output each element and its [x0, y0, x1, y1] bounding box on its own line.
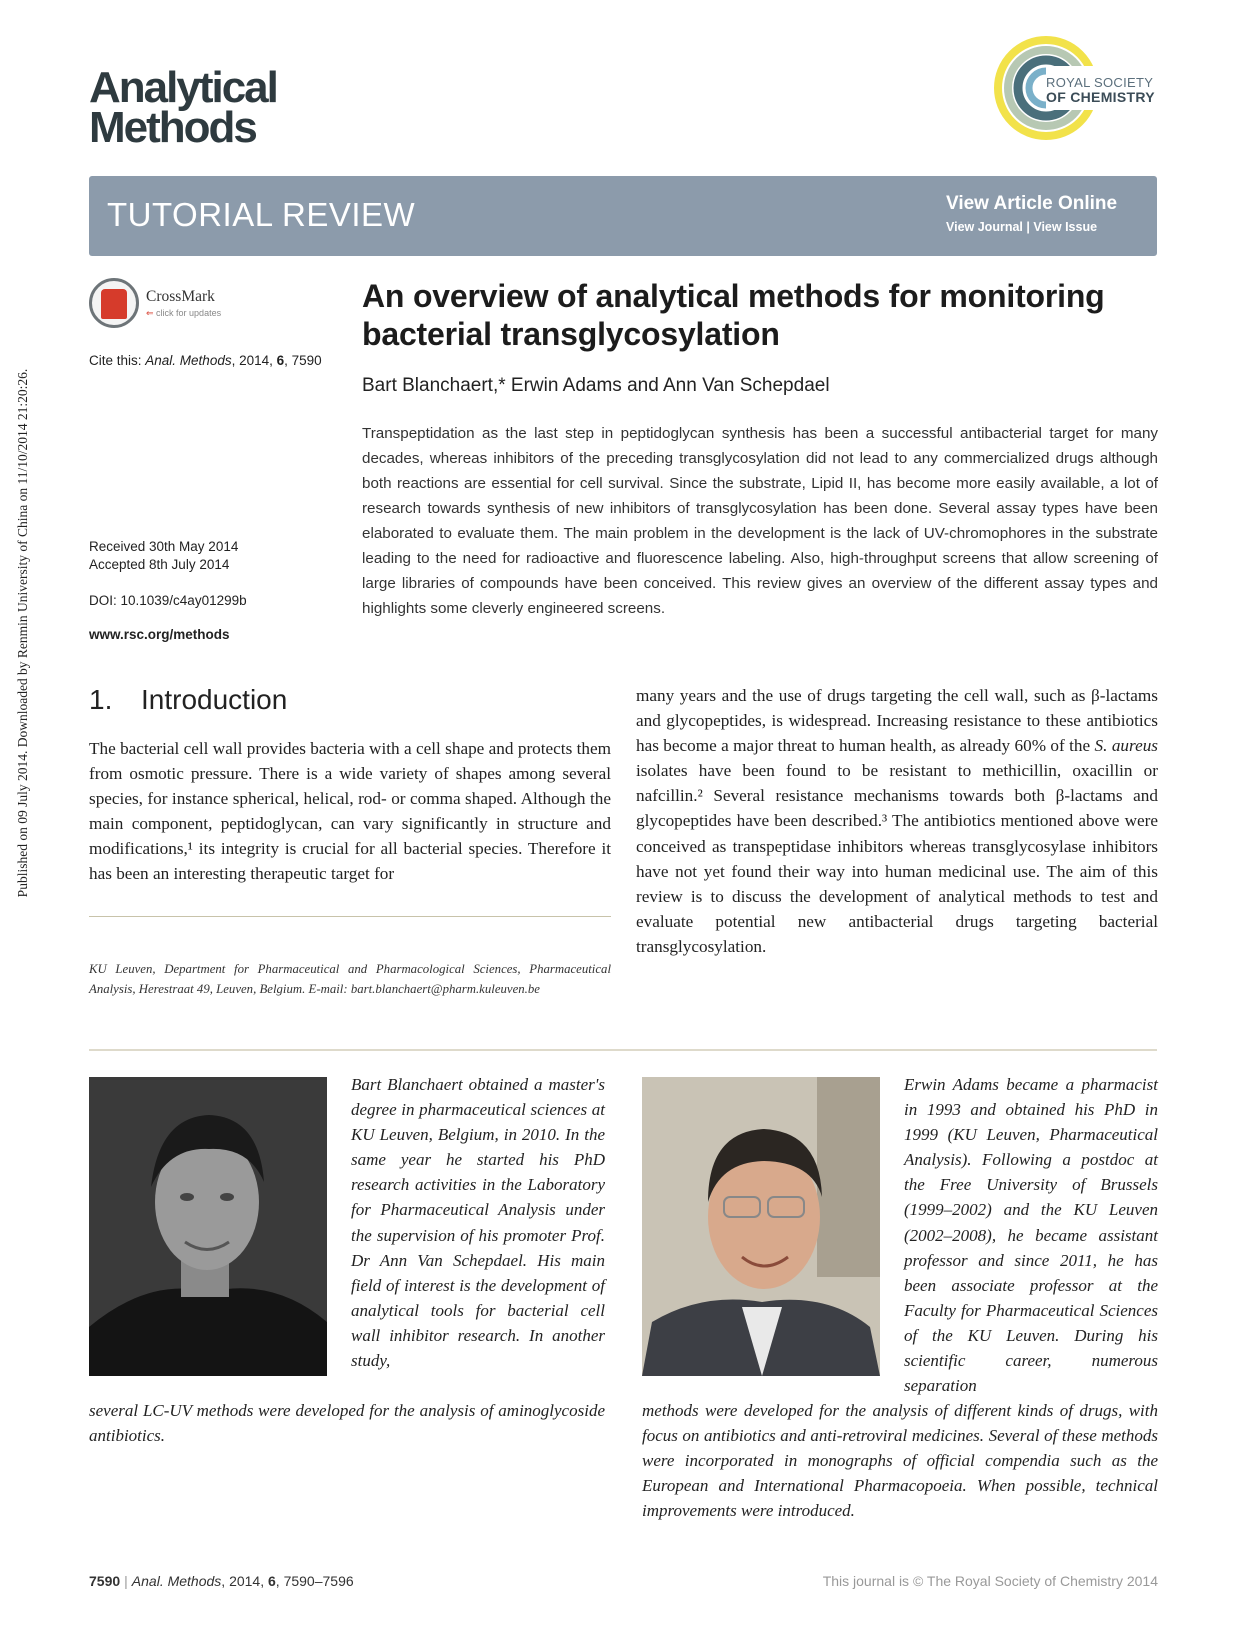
article-type-label: TUTORIAL REVIEW — [107, 196, 416, 233]
crossmark-subtitle: click for updates — [156, 308, 222, 318]
cite-year: , 2014, — [231, 353, 277, 368]
footnote-divider — [89, 916, 611, 917]
author-list: Bart Blanchaert,* Erwin Adams and Ann Van Schepdael — [362, 375, 830, 396]
footer-copyright: This journal is © The Royal Society of Chemistry 2014 — [822, 1573, 1158, 1589]
journal-url[interactable]: www.rsc.org/methods — [89, 627, 230, 642]
cite-prefix: Cite this: — [89, 353, 146, 368]
intro-right-part2: isolates have been found to be resistant to methicillin, oxacillin or nafcillin.² Several resistance mechanisms towards both β-lactams and glycopeptides have been described.³ The antibiotics mentioned above were conceived as transpeptidase inhibitors whereas transglycosylase inhibitors have not yet found their way into human medicinal use. The aim of this review is to discuss the development of analytical methods to test and evaluate potential new antibacterial drugs targeting bacterial transglycosylation. — [636, 761, 1158, 956]
crossmark-title: CrossMark — [146, 288, 215, 305]
download-side-note: Published on 09 July 2014. Downloaded by Renmin University of China on 11/10/2014 21:20:26. — [15, 368, 30, 898]
cite-volume: 6 — [276, 353, 285, 368]
journal-title-line2: Methods — [89, 103, 256, 152]
accepted-date: Accepted 8th July 2014 — [89, 557, 230, 572]
bio-divider — [89, 1049, 1157, 1051]
author-photo-adams — [642, 1077, 880, 1376]
doi[interactable]: DOI: 10.1039/c4ay01299b — [89, 593, 247, 608]
article-type-banner — [89, 176, 1157, 256]
section-heading — [89, 684, 287, 716]
intro-right-part1: many years and the use of drugs targeting the cell wall, such as β-lactams and glycopeptides, is widespread. Increasing resistance to these antibiotics has become a major threat to human health, as already 60% of the — [636, 686, 1158, 756]
view-issue-link[interactable]: View Issue — [1033, 220, 1098, 234]
arrow-left-icon: ⇐ — [146, 308, 157, 318]
intro-paragraph-left: The bacterial cell wall provides bacteria with a cell shape and protects them from osmotic pressure. There is a wide variety of shapes among several species, for instance spherical, helical, rod- or comma shaped. Although the main component, peptidoglycan, can vary significantly in structure and modifications,¹ its integrity is crucial for all bacterial species. Therefore it has been an interesting therapeutic target for — [89, 739, 611, 884]
bio-blanchaert-part2: several LC-UV methods were developed for the analysis of aminoglycoside antibiotics. — [89, 1401, 605, 1446]
received-date: Received 30th May 2014 — [89, 539, 239, 554]
journal-issue-links — [946, 220, 1097, 234]
cite-page: , 7590 — [284, 353, 322, 368]
citation-line — [89, 353, 322, 368]
bio-adams-part2: methods were developed for the analysis of different kinds of drugs, with focus on antibiotics and anti-retroviral medicines. Several of these methods were incorporated in monographs of official compendia such as the European and International Pharmacopoeia. When possible, technical improvements were introduced. — [642, 1401, 1158, 1521]
bio-adams-part1: Erwin Adams became a pharmacist in 1993 and obtained his PhD in 1999 (KU Leuven, Pharmaceutical Analysis). Following a postdoc at the Free University of Brussels (1999–2002) and the KU Leuven (2002–2008), he became assistant professor and since 2011, he has been associate professor at the Faculty for Pharmaceutical Sciences of the KU Leuven. During his scientific career, numerous separation — [904, 1075, 1158, 1396]
link-separator: | — [1022, 220, 1034, 234]
footer-separator: | — [124, 1573, 128, 1589]
bio-blanchaert-part1: Bart Blanchaert obtained a master's degree in pharmaceutical sciences at KU Leuven, Belgium, in 2010. In the same year he started his PhD research activities in the Laboratory for Pharmaceutical Analysis under the supervision of his promoter Prof. Dr Ann Van Schepdael. His main field of interest is the development of analytical tools for bacterial cell wall inhibitor research. In another study, — [351, 1075, 605, 1371]
crossmark-icon — [89, 278, 139, 328]
view-article-online-link[interactable]: View Article Online — [946, 193, 1118, 214]
section-title: Introduction — [141, 684, 288, 715]
intro-paragraph-right — [636, 683, 1158, 959]
footer-page-number: 7590 — [89, 1573, 121, 1589]
article-title: An overview of analytical methods for monitoring bacterial transglycosylation — [362, 278, 1105, 352]
author-photo-blanchaert — [89, 1077, 327, 1376]
section-number: 1. — [89, 684, 113, 715]
species-name: S. aureus — [1094, 736, 1158, 756]
rsc-wordmark-line2: OF CHEMISTRY — [1046, 89, 1155, 105]
footer-year: , 2014, — [221, 1573, 268, 1589]
rsc-logo — [988, 32, 1158, 147]
footer-pages: , 7590–7596 — [275, 1573, 354, 1589]
footer-journal: Anal. Methods — [131, 1573, 222, 1589]
footer-citation — [89, 1573, 354, 1589]
rsc-wordmark — [1046, 76, 1155, 105]
crossmark-badge[interactable] — [89, 278, 239, 332]
rsc-wordmark-line1: ROYAL SOCIETY — [1046, 75, 1154, 90]
abstract: Transpeptidation as the last step in peptidoglycan synthesis has been a successful antibacterial target for many decades, whereas inhibitors of the preceding transglycosylation did not lead to any commercialized drugs although both reactions are essential for cell survival. Since the substrate, Lipid II, has become more easily available, a lot of research towards synthesis of new inhibitors of transglycosylation has been done. Several assay types have been elaborated to evaluate them. The main problem in the development is the lack of UV-chromophores in the substrate leading to the need for radioactive and fluorescence labeling. Also, high-throughput screens that allow screening of large libraries of compounds have been conceived. This review gives an overview of the different assay types and highlights some cleverly engineered screens. — [362, 425, 1158, 617]
crossmark-subtitle-row — [146, 308, 221, 319]
footer-volume: 6 — [268, 1573, 276, 1589]
journal-title-line1: Analytical — [89, 63, 277, 112]
author-affiliation: KU Leuven, Department for Pharmaceutical and Pharmacological Sciences, Pharmaceutical Analysis, Herestraat 49, Leuven, Belgium. E-mail: bart.blanchaert@pharm.kuleuven.be — [89, 962, 611, 996]
view-journal-link[interactable]: View Journal — [946, 220, 1023, 234]
journal-title — [89, 63, 277, 152]
cite-journal: Anal. Methods — [145, 353, 232, 368]
